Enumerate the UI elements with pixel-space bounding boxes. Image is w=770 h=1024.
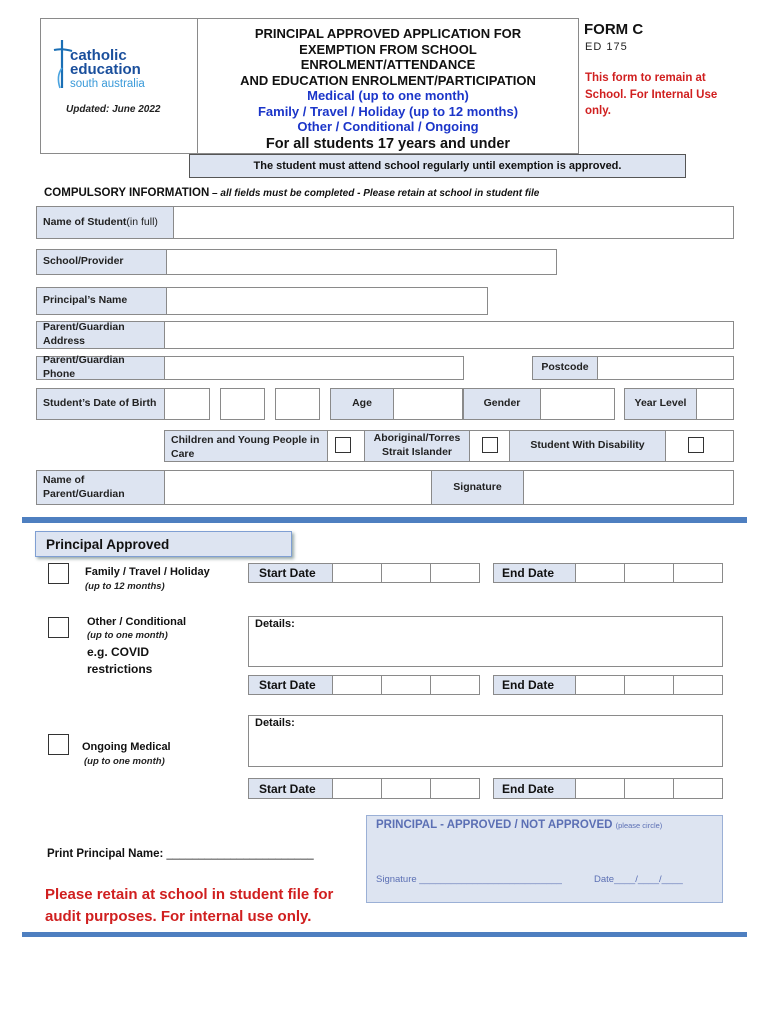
postcode-input[interactable]: [597, 356, 734, 380]
dob-year-input[interactable]: [275, 388, 320, 420]
compulsory-title: COMPULSORY INFORMATION: [44, 187, 210, 199]
medical-details-label: Details:: [255, 717, 295, 729]
notice-text: The student must attend school regularly until exemption is approved.: [253, 160, 622, 172]
logo-text: [70, 49, 180, 91]
other-start-d[interactable]: [332, 675, 382, 695]
in-care-checkbox[interactable]: [335, 437, 351, 453]
medical-end-y[interactable]: [673, 778, 723, 799]
name-parent-label: Name of Parent/Guardian: [36, 470, 165, 505]
in-care-label: Children and Young People in Care: [164, 430, 328, 462]
logo-line1: catholic: [70, 47, 127, 64]
disability-checkbox[interactable]: [688, 437, 704, 453]
age-label: Age: [330, 388, 394, 420]
logo-line3: south australia: [70, 78, 145, 90]
parent-phone-label: Parent/Guardian Phone: [36, 356, 165, 380]
print-principal-line[interactable]: _______________________: [166, 848, 314, 860]
medical-end-d[interactable]: [575, 778, 625, 799]
year-level-input[interactable]: [696, 388, 734, 420]
family-start-m[interactable]: [381, 563, 431, 583]
parent-address-input[interactable]: [164, 321, 734, 349]
title-line-2: EXEMPTION FROM SCHOOL: [299, 41, 477, 57]
age-input[interactable]: [393, 388, 463, 420]
approved-heading: Principal Approved: [35, 531, 292, 557]
family-end-label: End Date: [493, 563, 576, 583]
parent-address-label: Parent/Guardian Address: [36, 321, 165, 349]
signature-input[interactable]: [523, 470, 734, 505]
dob-month-input[interactable]: [220, 388, 265, 420]
family-start-label: Start Date: [248, 563, 333, 583]
updated-date: Updated: June 2022: [66, 104, 161, 115]
family-label: Family / Travel / Holiday: [85, 566, 210, 578]
title-line-3: ENROLMENT/ATTENDANCE: [300, 57, 476, 72]
aboriginal-label: Aboriginal/Torres Strait Islander: [364, 430, 470, 462]
other-start-y[interactable]: [430, 675, 480, 695]
other-sub: (up to one month): [87, 630, 168, 641]
other-start-m[interactable]: [381, 675, 431, 695]
medical-checkbox[interactable]: [48, 734, 69, 755]
gender-input[interactable]: [540, 388, 615, 420]
form-title: FORM C: [584, 21, 644, 38]
blue-line-1: Medical (up to one month): [307, 88, 469, 103]
subtitle: For all students 17 years and under: [265, 135, 511, 152]
principal-name-input[interactable]: [166, 287, 488, 315]
blue-line-3: Other / Conditional / Ongoing: [297, 119, 479, 134]
form-note: This form to remain at School. For Internal Use only.: [585, 72, 718, 117]
family-start-d[interactable]: [332, 563, 382, 583]
compulsory-note: – all fields must be completed - Please retain at school in student file: [209, 188, 540, 199]
medical-start-d[interactable]: [332, 778, 382, 799]
aboriginal-checkbox[interactable]: [482, 437, 498, 453]
family-sub: (up to 12 months): [85, 581, 165, 592]
print-principal-name: [47, 848, 314, 860]
form-code: ED 175: [585, 41, 628, 53]
other-end-y[interactable]: [673, 675, 723, 695]
principal-name-label: Principal’s Name: [36, 287, 167, 315]
family-end-y[interactable]: [673, 563, 723, 583]
bottom-divider: [22, 932, 747, 937]
gender-label: Gender: [463, 388, 541, 420]
print-principal-label: Print Principal Name:: [47, 848, 164, 860]
other-end-label: End Date: [493, 675, 576, 695]
medical-start-y[interactable]: [430, 778, 480, 799]
blue-line-2: Family / Travel / Holiday (up to 12 months): [257, 103, 519, 119]
title-line-1: PRINCIPAL APPROVED APPLICATION FOR: [254, 26, 522, 41]
approval-date-line[interactable]: Date____/____/____: [594, 874, 683, 885]
school-provider-label: School/Provider: [36, 249, 167, 275]
other-details-label: Details:: [255, 618, 295, 630]
family-end-d[interactable]: [575, 563, 625, 583]
signature-label: Signature: [431, 470, 524, 505]
approval-title: [376, 819, 662, 831]
section-divider: [22, 517, 747, 523]
postcode-label: Postcode: [532, 356, 598, 380]
medical-label: Ongoing Medical: [82, 741, 171, 753]
other-example: e.g. COVID restrictions: [87, 645, 153, 676]
name-parent-input[interactable]: [164, 470, 432, 505]
family-start-y[interactable]: [430, 563, 480, 583]
medical-sub: (up to one month): [84, 756, 165, 767]
other-details-input[interactable]: [248, 616, 723, 667]
approval-title-text: PRINCIPAL - APPROVED / NOT APPROVED: [376, 819, 613, 831]
family-end-m[interactable]: [624, 563, 674, 583]
notice-banner: [189, 154, 686, 178]
retain-note: Please retain at school in student file for audit purposes. For internal use only.: [45, 886, 334, 925]
name-of-student-text: Name of Student: [43, 215, 127, 228]
title-line-4: AND EDUCATION ENROLMENT/PARTICIPATION: [240, 72, 536, 88]
parent-phone-input[interactable]: [164, 356, 464, 380]
compulsory-heading: [44, 187, 539, 199]
other-checkbox[interactable]: [48, 617, 69, 638]
year-level-label: Year Level: [624, 388, 697, 420]
dob-label: Student’s Date of Birth: [36, 388, 165, 420]
medical-end-m[interactable]: [624, 778, 674, 799]
dob-day-input[interactable]: [164, 388, 210, 420]
other-start-label: Start Date: [248, 675, 333, 695]
logo-line2: education: [70, 61, 141, 78]
approval-circle-note: (please circle): [615, 821, 663, 830]
family-checkbox[interactable]: [48, 563, 69, 584]
medical-details-input[interactable]: [248, 715, 723, 767]
medical-end-label: End Date: [493, 778, 576, 799]
other-end-m[interactable]: [624, 675, 674, 695]
name-of-student-label: [36, 206, 174, 239]
other-label: Other / Conditional: [87, 616, 186, 628]
form-title-block: [200, 26, 576, 153]
disability-label: Student With Disability: [509, 430, 666, 462]
approval-signature-line[interactable]: Signature ___________________________: [376, 874, 562, 885]
medical-start-label: Start Date: [248, 778, 333, 799]
name-of-student-suffix: (in full): [126, 215, 158, 228]
name-of-student-input[interactable]: [173, 206, 734, 239]
other-end-d[interactable]: [575, 675, 625, 695]
school-provider-input[interactable]: [166, 249, 557, 275]
medical-start-m[interactable]: [381, 778, 431, 799]
